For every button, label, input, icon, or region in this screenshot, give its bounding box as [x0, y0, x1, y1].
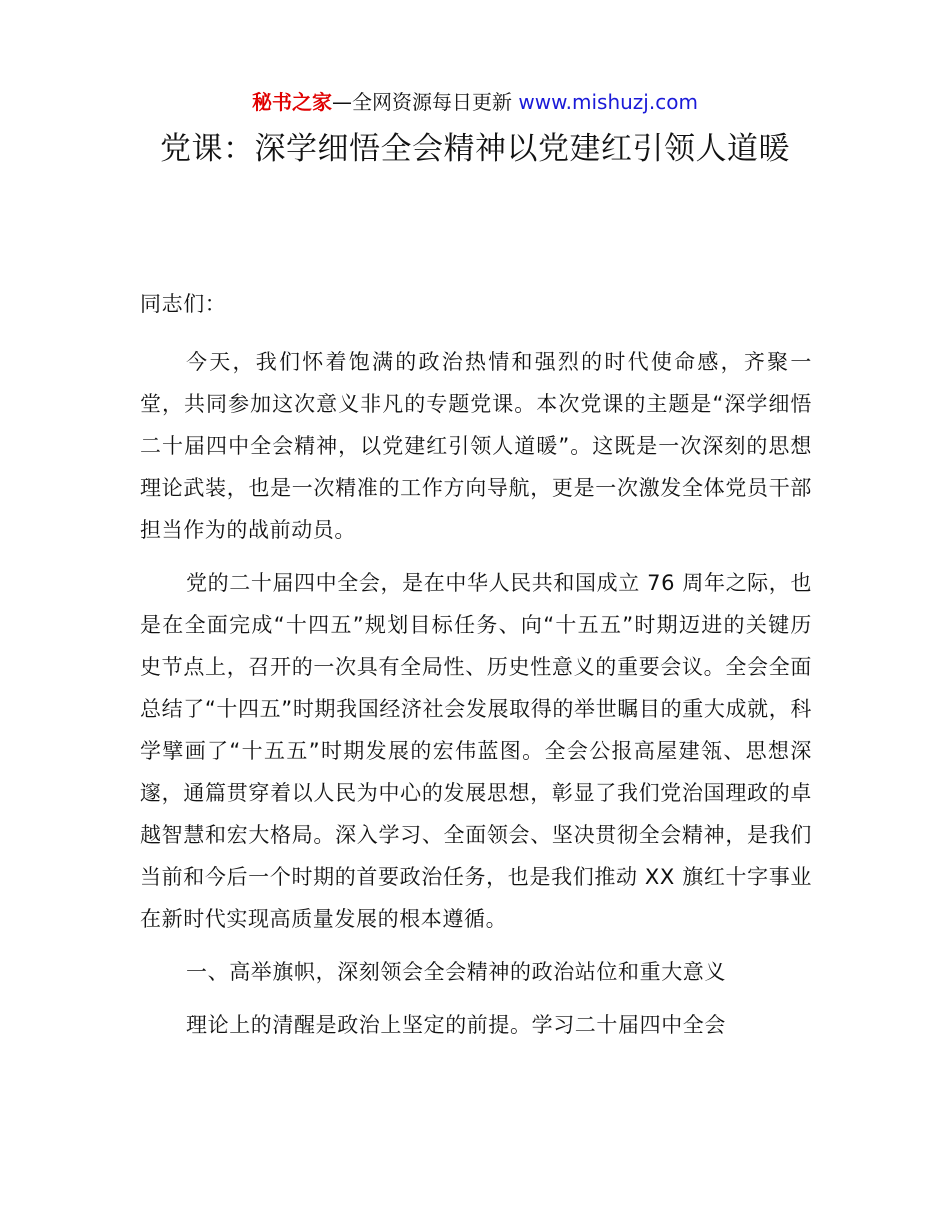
- site-name: 秘书之家: [252, 90, 333, 114]
- section-intro: 理论上的清醒是政治上坚定的前提。学习二十届四中全会: [186, 1013, 726, 1037]
- paragraph-intro: 今天，我们怀着饱满的政治热情和强烈的时代使命感，齐聚一堂，共同参加这次意义非凡的专题党课。本次党课的主题是“深学细悟二十届四中全会精神，以党建红引领人道暖”。这既是一次深刻的思想理论武装，也是一次精准的工作方向导航，更是一次激发全体党员干部担当作为的战前动员。: [140, 350, 812, 542]
- salutation: 同志们：: [140, 292, 227, 316]
- document-title: 党课：深学细悟全会精神以党建红引领人道暖: [160, 131, 790, 167]
- paragraph-plenum: 党的二十届四中全会，是在中华人民共和国成立 76 周年之际，也是在全面完成“十四五”规划目标任务、向“十五五”时期迈进的关键历史节点上，召开的一次具有全局性、历史性意义的重要会议。全会全面总结了“十四五”时期我国经济社会发展取得的举世瞩目的重大成就，科学擘画了“十五五”时期发展的宏伟蓝图。全会公报高屋建瓴、思想深邃，通篇贯穿着以人民为中心的发展思想，彰显了我们党治国理政的卓越智慧和宏大格局。深入学习、全面领会、坚决贯彻全会精神，是我们当前和今后一个时期的首要政治任务，也是我们推动 XX 旗红十字事业在新时代实现高质量发展的根本遵循。: [140, 571, 812, 931]
- site-header: [0, 88, 950, 116]
- site-url-link[interactable]: www.mishuzj.com: [518, 90, 698, 114]
- section-heading: 一、高举旗帜，深刻领会全会精神的政治站位和重大意义: [186, 960, 726, 984]
- site-tagline: —全网资源每日更新: [332, 90, 519, 114]
- document-body: [140, 283, 812, 1057]
